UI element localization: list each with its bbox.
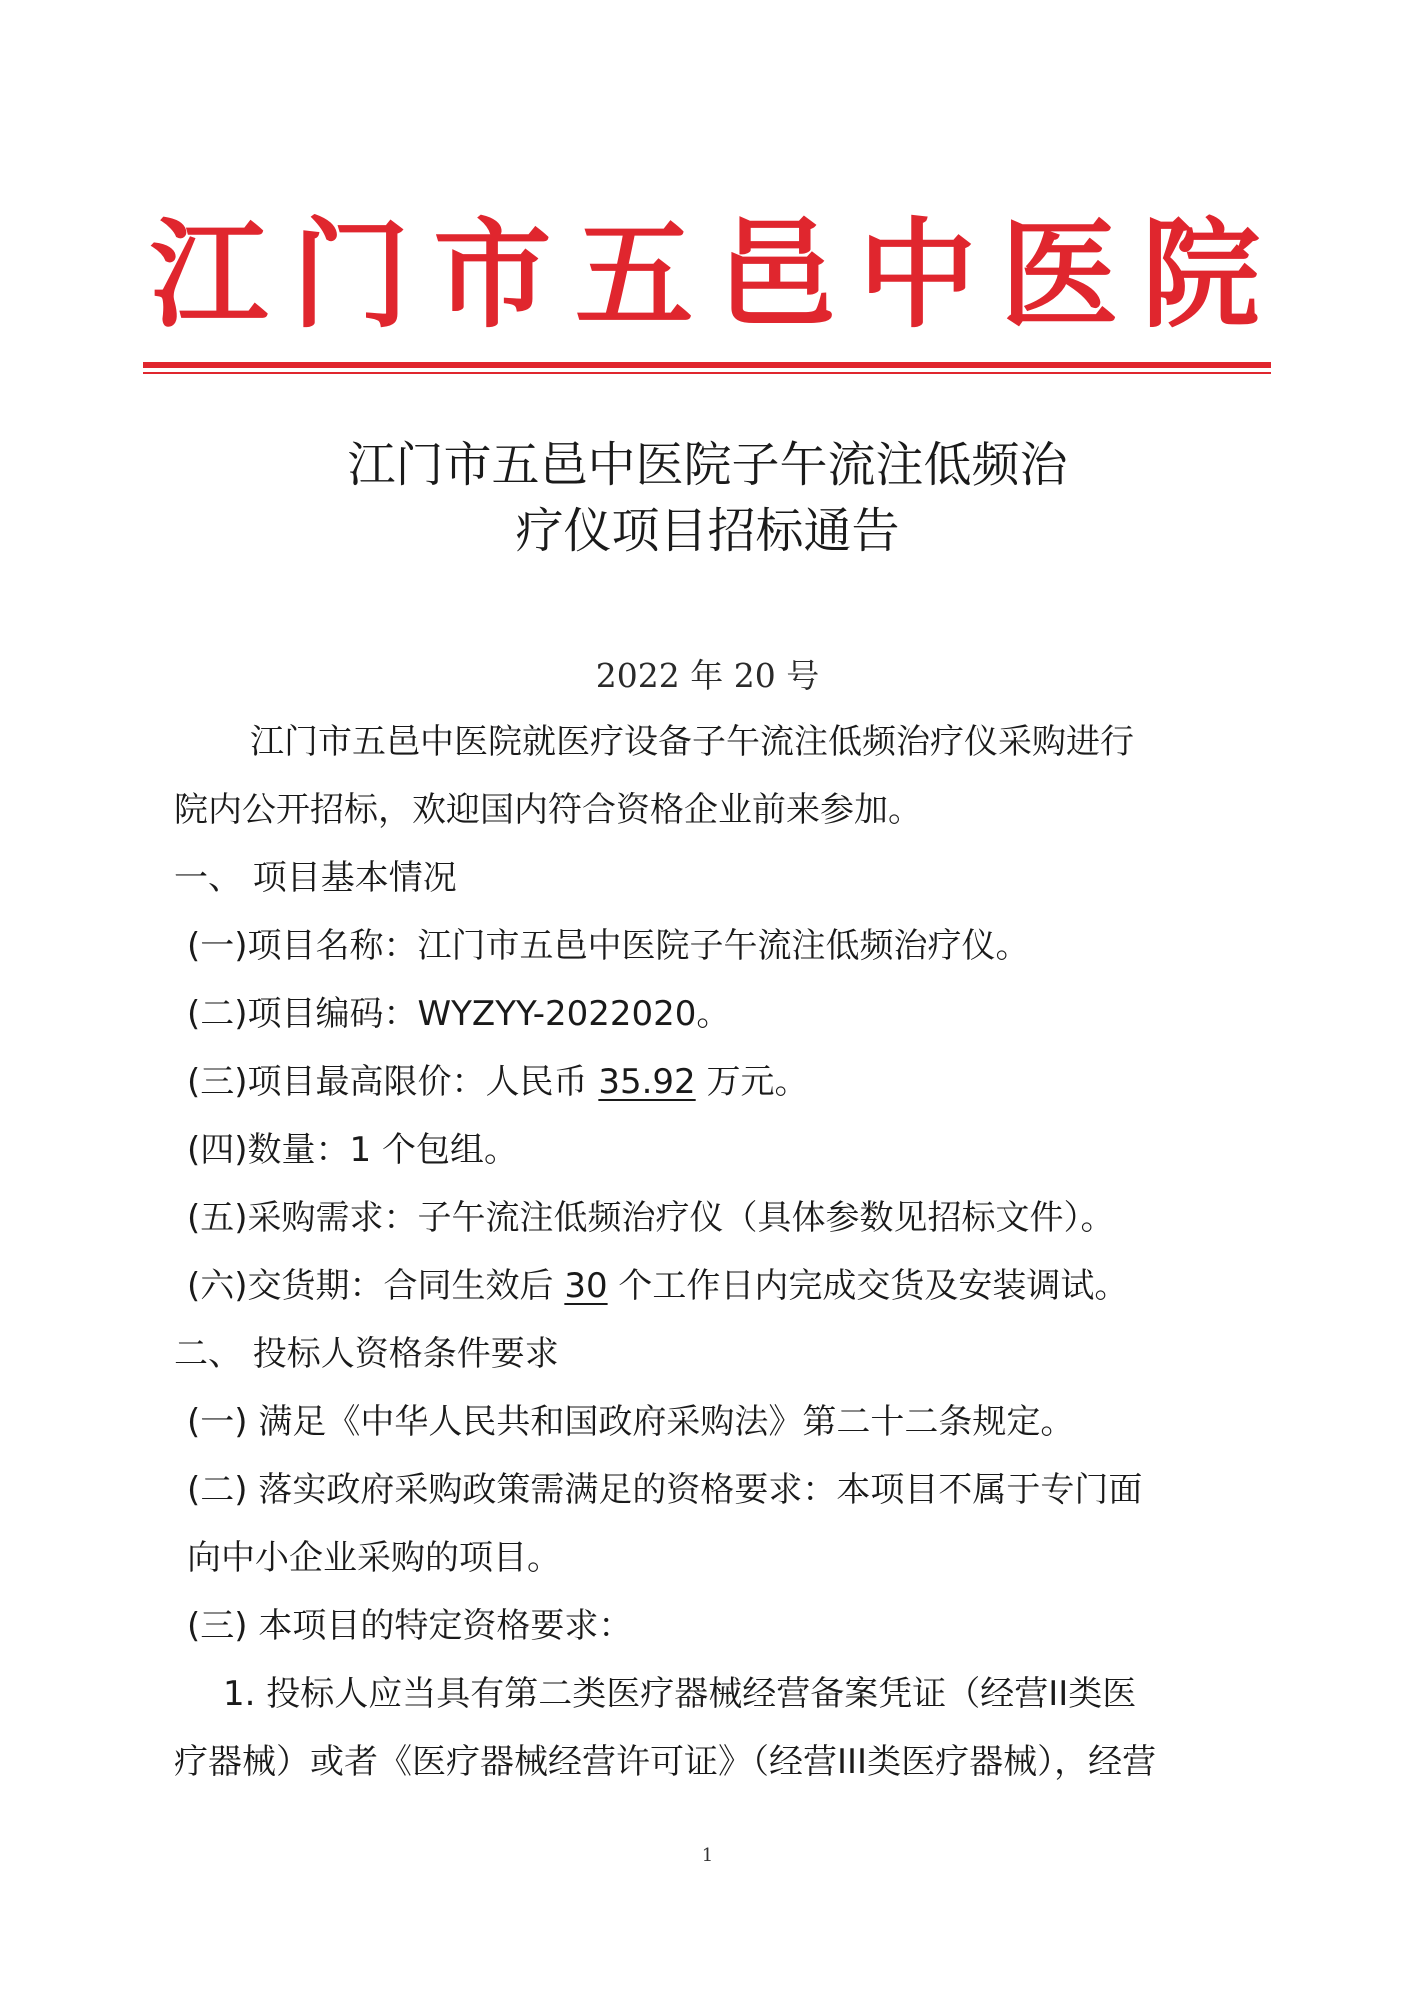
list-item: (二)项目编码：WYZYY-2022020。	[187, 994, 731, 1034]
document-title	[200, 432, 1215, 564]
list-item-text: 万元。	[695, 1062, 809, 1102]
list-item-text: (三)项目最高限价：人民币	[187, 1062, 599, 1102]
letterhead-char: 邑	[716, 205, 835, 344]
letterhead	[150, 200, 1260, 350]
letterhead-char: 门	[291, 205, 410, 344]
list-item-text: (六)交货期：合同生效后	[187, 1266, 565, 1306]
letterhead-char: 江	[150, 205, 269, 344]
list-item: (四)数量：1 个包组。	[187, 1130, 518, 1170]
list-item: (一) 满足《中华人民共和国政府采购法》第二十二条规定。	[187, 1402, 1075, 1442]
letterhead-char: 市	[433, 205, 552, 344]
section-heading: 二、 投标人资格条件要求	[174, 1334, 559, 1374]
page-number: 1	[701, 1845, 714, 1866]
list-item: 1. 投标人应当具有第二类医疗器械经营备案凭证（经营II类医	[223, 1674, 1137, 1714]
list-item	[187, 1266, 1128, 1306]
list-item: (五)采购需求：子午流注低频治疗仪（具体参数见招标文件）。	[187, 1198, 1115, 1238]
section-heading: 一、 项目基本情况	[174, 858, 457, 898]
letterhead-char: 医	[1000, 205, 1119, 344]
delivery-days-value: 30	[564, 1266, 608, 1306]
list-item-text: 个工作日内完成交货及安装调试。	[607, 1266, 1129, 1306]
list-item: 疗器械）或者《医疗器械经营许可证》（经营III类医疗器械），经营	[174, 1742, 1157, 1782]
intro-line: 院内公开招标，欢迎国内符合资格企业前来参加。	[174, 790, 922, 830]
list-item: 向中小企业采购的项目。	[187, 1538, 561, 1578]
price-value: 35.92	[598, 1062, 696, 1102]
letterhead-divider-thin	[143, 372, 1271, 374]
list-item: (三) 本项目的特定资格要求：	[187, 1606, 633, 1646]
list-item	[187, 1062, 809, 1102]
document-title-line: 疗仪项目招标通告	[515, 503, 900, 559]
letterhead-char: 院	[1141, 205, 1260, 344]
letterhead-char: 中	[858, 205, 977, 344]
letterhead-char: 五	[575, 205, 694, 344]
document-title-line: 江门市五邑中医院子午流注低频治	[347, 437, 1068, 493]
list-item: (一)项目名称：江门市五邑中医院子午流注低频治疗仪。	[187, 926, 1030, 966]
list-item: (二) 落实政府采购政策需满足的资格要求：本项目不属于专门面	[187, 1470, 1143, 1510]
letterhead-divider-thick	[143, 362, 1271, 368]
document-number: 2022 年 20 号	[595, 656, 820, 695]
intro-line: 江门市五邑中医院就医疗设备子午流注低频治疗仪采购进行	[250, 722, 1134, 762]
